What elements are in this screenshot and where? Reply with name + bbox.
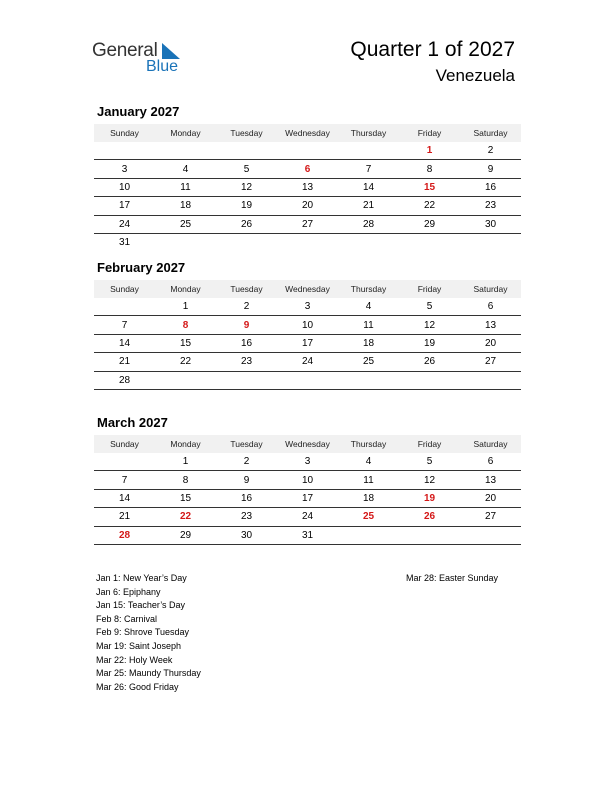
day-cell: 13 xyxy=(484,319,497,331)
day-cell: 9 xyxy=(243,319,250,331)
weekday-header xyxy=(94,280,521,298)
holiday-entry: Feb 9: Shrove Tuesday xyxy=(96,627,190,638)
day-cell: 13 xyxy=(301,181,314,193)
day-cell: 24 xyxy=(301,356,314,368)
month-february xyxy=(94,260,521,390)
week-row xyxy=(94,316,521,334)
day-cell: 14 xyxy=(118,492,131,504)
week-row xyxy=(94,298,521,316)
day-cell: 31 xyxy=(118,237,131,249)
day-cell: 13 xyxy=(484,474,497,486)
day-cell: 28 xyxy=(118,529,131,541)
day-cell: 7 xyxy=(121,474,128,486)
day-cell: 11 xyxy=(363,474,374,486)
month-march xyxy=(94,415,521,545)
weekday-label: Saturday xyxy=(473,284,508,294)
week-row xyxy=(94,508,521,526)
day-cell: 17 xyxy=(118,200,131,212)
day-cell: 26 xyxy=(423,511,436,523)
weekday-label: Monday xyxy=(170,439,201,449)
day-cell: 22 xyxy=(423,200,436,212)
day-cell: 6 xyxy=(487,301,494,313)
week-row xyxy=(94,527,521,545)
week-row xyxy=(94,372,521,390)
day-cell: 9 xyxy=(243,474,250,486)
generalblue-logo xyxy=(92,40,192,80)
day-cell: 8 xyxy=(426,163,433,175)
day-cell: 15 xyxy=(179,337,192,349)
day-cell: 14 xyxy=(118,337,131,349)
week-row xyxy=(94,142,521,160)
day-cell: 3 xyxy=(304,301,311,313)
month-january xyxy=(94,104,521,251)
holiday-entry: Mar 28: Easter Sunday xyxy=(406,573,499,583)
day-cell: 24 xyxy=(118,218,131,230)
weekday-label: Saturday xyxy=(473,128,508,138)
day-cell: 23 xyxy=(240,511,253,523)
weekday-header xyxy=(94,124,521,142)
weekday-label: Monday xyxy=(170,128,201,138)
week-row xyxy=(94,471,521,489)
day-cell: 6 xyxy=(487,456,494,468)
day-cell: 12 xyxy=(423,474,436,486)
day-cell: 2 xyxy=(487,145,494,157)
day-cell: 2 xyxy=(243,301,250,313)
week-row xyxy=(94,179,521,197)
day-cell: 18 xyxy=(362,337,375,349)
holiday-entry: Mar 26: Good Friday xyxy=(96,681,179,692)
holiday-entry: Mar 22: Holy Week xyxy=(96,654,173,665)
day-cell: 3 xyxy=(121,163,128,175)
day-cell: 4 xyxy=(365,456,372,468)
day-cell: 21 xyxy=(118,511,131,523)
logo-text-general: General xyxy=(92,40,158,61)
day-cell: 22 xyxy=(179,511,192,523)
holiday-entry: Jan 1: New Year’s Day xyxy=(96,573,187,583)
week-row xyxy=(94,335,521,353)
day-cell: 1 xyxy=(426,145,433,157)
day-cell: 16 xyxy=(484,181,497,193)
day-cell: 7 xyxy=(365,163,372,175)
day-cell: 10 xyxy=(301,319,314,331)
holiday-list xyxy=(96,572,201,694)
day-cell: 15 xyxy=(423,181,436,193)
weekday-label: Friday xyxy=(417,128,442,138)
day-cell: 1 xyxy=(182,301,189,313)
weekday-label: Friday xyxy=(417,439,442,449)
day-cell: 2 xyxy=(243,456,250,468)
day-cell: 25 xyxy=(179,218,192,230)
day-cell: 3 xyxy=(304,456,311,468)
day-cell: 16 xyxy=(240,337,253,349)
day-cell: 23 xyxy=(240,356,253,368)
weekday-label: Wednesday xyxy=(285,439,330,449)
day-cell: 30 xyxy=(484,218,497,230)
day-cell: 5 xyxy=(243,163,250,175)
day-cell: 12 xyxy=(240,181,253,193)
country-name: Venezuela xyxy=(435,66,515,85)
holiday-entry: Jan 15: Teacher’s Day xyxy=(96,600,186,611)
day-cell: 12 xyxy=(423,319,436,331)
day-cell: 27 xyxy=(484,356,497,368)
day-cell: 8 xyxy=(182,319,189,331)
holiday-list-secondary xyxy=(406,572,498,586)
day-cell: 18 xyxy=(179,200,192,212)
weekday-label: Wednesday xyxy=(285,284,330,294)
day-cell: 30 xyxy=(240,529,253,541)
day-cell: 14 xyxy=(362,181,375,193)
day-cell: 5 xyxy=(426,456,433,468)
weekday-label: Tuesday xyxy=(230,284,263,294)
week-row xyxy=(94,234,521,251)
day-cell: 29 xyxy=(179,529,192,541)
week-row xyxy=(94,490,521,508)
weekday-label: Thursday xyxy=(350,128,387,138)
day-cell: 21 xyxy=(118,356,131,368)
week-row xyxy=(94,453,521,471)
week-row xyxy=(94,197,521,215)
day-cell: 10 xyxy=(301,474,314,486)
weekday-label: Sunday xyxy=(110,439,139,449)
day-cell: 25 xyxy=(362,511,375,523)
day-cell: 26 xyxy=(423,356,436,368)
day-cell: 20 xyxy=(484,337,497,349)
logo-text-blue: Blue xyxy=(146,58,179,75)
day-cell: 9 xyxy=(487,163,494,175)
day-cell: 10 xyxy=(118,181,131,193)
day-cell: 4 xyxy=(365,301,372,313)
holiday-entry: Jan 6: Epiphany xyxy=(96,586,161,597)
day-cell: 24 xyxy=(301,511,314,523)
day-cell: 16 xyxy=(240,492,253,504)
weekday-label: Tuesday xyxy=(230,128,263,138)
day-cell: 23 xyxy=(484,200,497,212)
day-cell: 25 xyxy=(362,356,375,368)
day-cell: 22 xyxy=(179,356,192,368)
weekday-label: Sunday xyxy=(110,284,139,294)
day-cell: 31 xyxy=(301,529,314,541)
week-row xyxy=(94,216,521,234)
day-cell: 19 xyxy=(423,337,436,349)
day-cell: 20 xyxy=(484,492,497,504)
page-title: Quarter 1 of 2027 xyxy=(350,38,515,61)
day-cell: 19 xyxy=(423,492,436,504)
day-cell: 28 xyxy=(362,218,375,230)
weekday-header xyxy=(94,435,521,453)
weekday-label: Thursday xyxy=(350,439,387,449)
day-cell: 18 xyxy=(362,492,375,504)
week-row xyxy=(94,353,521,371)
day-cell: 21 xyxy=(362,200,375,212)
weekday-label: Friday xyxy=(417,284,442,294)
day-cell: 4 xyxy=(182,163,189,175)
holiday-entry: Mar 19: Saint Joseph xyxy=(96,640,182,651)
day-cell: 17 xyxy=(301,492,314,504)
month-title: January 2027 xyxy=(97,104,180,119)
day-cell: 15 xyxy=(179,492,192,504)
day-cell: 11 xyxy=(180,181,191,193)
weekday-label: Wednesday xyxy=(285,128,330,138)
day-cell: 28 xyxy=(118,374,131,386)
day-cell: 11 xyxy=(363,319,374,331)
day-cell: 5 xyxy=(426,301,433,313)
day-cell: 1 xyxy=(182,456,189,468)
day-cell: 26 xyxy=(240,218,253,230)
day-cell: 29 xyxy=(423,218,436,230)
month-title: March 2027 xyxy=(97,415,168,430)
weekday-label: Saturday xyxy=(473,439,508,449)
day-cell: 8 xyxy=(182,474,189,486)
weekday-label: Tuesday xyxy=(230,439,263,449)
weekday-label: Monday xyxy=(170,284,201,294)
weekday-label: Sunday xyxy=(110,128,139,138)
weekday-label: Thursday xyxy=(350,284,387,294)
holiday-entry: Mar 25: Maundy Thursday xyxy=(96,668,201,679)
day-cell: 17 xyxy=(301,337,314,349)
day-cell: 6 xyxy=(304,163,311,175)
day-cell: 20 xyxy=(301,200,314,212)
week-row xyxy=(94,160,521,178)
day-cell: 27 xyxy=(301,218,314,230)
month-title: February 2027 xyxy=(97,260,186,275)
day-cell: 7 xyxy=(121,319,128,331)
day-cell: 27 xyxy=(484,511,497,523)
day-cell: 19 xyxy=(240,200,253,212)
holiday-entry: Feb 8: Carnival xyxy=(96,613,158,624)
